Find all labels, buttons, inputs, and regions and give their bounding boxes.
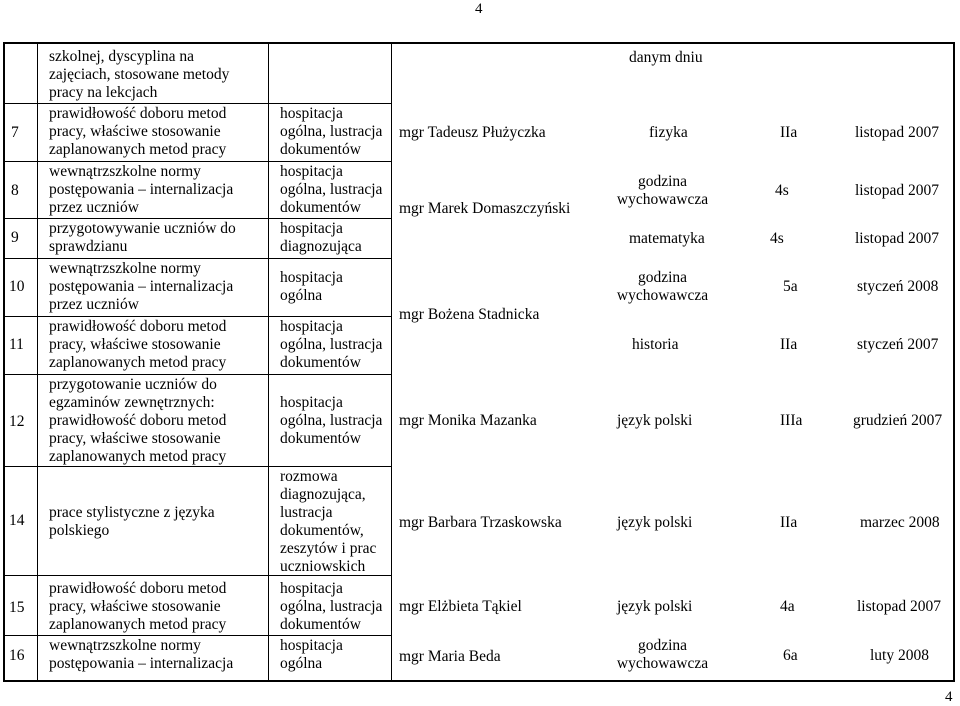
form-line: hospitacja <box>280 637 343 654</box>
row-divider <box>5 258 391 259</box>
class-cell: IIa <box>780 514 798 531</box>
form-line: lustracja <box>280 504 333 521</box>
date-cell: grudzień 2007 <box>853 412 943 429</box>
topic-line: zaplanowanych metod pracy <box>49 354 227 371</box>
teacher-cell: mgr Marek Domaszczyński <box>399 200 571 217</box>
form-line: hospitacja <box>280 318 343 335</box>
subject-cell: matematyka <box>629 230 705 247</box>
topic-line: prace stylistyczne z języka <box>49 504 215 521</box>
page-number-bottom: 4 <box>945 689 953 705</box>
subject-cell: historia <box>632 336 679 353</box>
form-line: ogólna, lustracja <box>280 181 383 198</box>
form-line: hospitacja <box>280 220 343 237</box>
class-cell: IIa <box>780 336 798 353</box>
col-divider-topic <box>268 44 269 680</box>
form-line: uczniowskich <box>280 558 366 575</box>
form-line: dokumentów, <box>280 522 364 539</box>
topic-line: postępowania – internalizacja <box>49 655 234 672</box>
topic-line: pracy, właściwe stosowanie <box>49 123 221 140</box>
subject-cell: język polski <box>617 598 693 615</box>
subject-cell: godzina wychowawcza <box>616 269 709 304</box>
topic-line: zaplanowanych metod pracy <box>49 616 227 633</box>
row-number: 8 <box>11 182 19 199</box>
topic-line: prawidłowość doboru metod <box>49 580 227 597</box>
inspection-schedule-table <box>3 42 955 682</box>
row-divider <box>5 635 391 636</box>
topic-line: postępowania – internalizacja <box>49 278 234 295</box>
row-divider <box>5 161 391 162</box>
topic-line: przez uczniów <box>49 296 139 313</box>
row-divider <box>5 374 391 375</box>
date-cell: styczeń 2007 <box>857 336 939 353</box>
form-line: dokumentów <box>280 199 361 216</box>
teacher-cell: mgr Barbara Trzaskowska <box>399 514 562 531</box>
topic-line: zajęciach, stosowane metody <box>49 66 230 83</box>
form-line: rozmowa <box>280 468 338 485</box>
date-cell: listopad 2007 <box>855 182 939 199</box>
form-line: dokumentów <box>280 616 361 633</box>
row-number: 15 <box>9 599 25 616</box>
form-line: ogólna <box>280 287 323 304</box>
row-number: 12 <box>9 413 25 430</box>
topic-line: pracy, właściwe stosowanie <box>49 598 221 615</box>
topic-line: prawidłowość doboru metod <box>49 105 227 122</box>
form-line: hospitacja <box>280 394 343 411</box>
form-line: ogólna, lustracja <box>280 336 383 353</box>
form-line: dokumentów <box>280 354 361 371</box>
form-line: hospitacja <box>280 105 343 122</box>
teacher-cell: mgr Bożena Stadnicka <box>399 306 540 323</box>
date-cell: styczeń 2008 <box>857 278 939 295</box>
date-cell: luty 2008 <box>870 647 929 664</box>
subject-cell: godzina wychowawcza <box>616 637 709 672</box>
form-line: ogólna, lustracja <box>280 412 383 429</box>
form-line: diagnozująca <box>280 238 362 255</box>
topic-line: szkolnej, dyscyplina na <box>49 48 195 65</box>
topic-line: przygotowywanie uczniów do <box>49 220 236 237</box>
row-number: 14 <box>9 512 25 529</box>
class-cell: IIIa <box>780 412 803 429</box>
form-line: diagnozująca, <box>280 486 366 503</box>
class-cell: 4s <box>770 230 784 247</box>
topic-line: pracy, właściwe stosowanie <box>49 430 221 447</box>
date-cell: marzec 2008 <box>860 514 940 531</box>
form-line: dokumentów <box>280 430 361 447</box>
date-cell: listopad 2007 <box>855 230 939 247</box>
page-number-top: 4 <box>475 1 483 17</box>
col-divider-form <box>391 44 392 680</box>
class-cell: 6a <box>783 647 798 664</box>
teacher-cell: mgr Monika Mazanka <box>399 412 537 429</box>
form-line: ogólna, lustracja <box>280 123 383 140</box>
row-number: 10 <box>9 278 25 295</box>
topic-line: polskiego <box>49 522 110 539</box>
subject-cell: fizyka <box>649 124 688 141</box>
row-number: 7 <box>11 124 19 141</box>
row-divider <box>5 316 391 317</box>
form-line: ogólna <box>280 655 323 672</box>
date-cell: listopad 2007 <box>857 598 941 615</box>
row-divider <box>5 103 391 104</box>
class-cell: 4s <box>775 182 789 199</box>
topic-line: prawidłowość doboru metod <box>49 318 227 335</box>
topic-line: przygotowanie uczniów do <box>49 376 217 393</box>
row-divider <box>5 466 391 467</box>
form-line: hospitacja <box>280 163 343 180</box>
class-cell: 5a <box>783 278 798 295</box>
topic-line: egzaminów zewnętrznych: <box>49 394 215 411</box>
form-line: hospitacja <box>280 580 343 597</box>
class-cell: 4a <box>780 598 795 615</box>
row-number: 9 <box>11 229 19 246</box>
class-cell: IIa <box>780 124 798 141</box>
teacher-cell: mgr Maria Beda <box>399 648 501 665</box>
row-number: 11 <box>9 336 24 353</box>
topic-line: pracy, właściwe stosowanie <box>49 336 221 353</box>
col-divider-num <box>37 44 38 680</box>
teacher-cell: mgr Tadeusz Płużyczka <box>399 124 546 141</box>
topic-line: przez uczniów <box>49 199 139 216</box>
form-line: ogólna, lustracja <box>280 598 383 615</box>
topic-line: postępowania – internalizacja <box>49 181 234 198</box>
subject-cell: godzina wychowawcza <box>616 173 709 208</box>
topic-line: zaplanowanych metod pracy <box>49 141 227 158</box>
topic-line: sprawdzianu <box>49 238 128 255</box>
subject-cell: język polski <box>617 412 693 429</box>
topic-line: zaplanowanych metod pracy <box>49 448 227 465</box>
form-line: hospitacja <box>280 269 343 286</box>
form-line: dokumentów <box>280 141 361 158</box>
teacher-cell: mgr Elżbieta Tąkiel <box>399 598 522 615</box>
topic-line: pracy na lekcjach <box>49 84 158 101</box>
topic-line: wewnątrzszkolne normy <box>49 163 201 180</box>
row-number: 16 <box>9 647 25 664</box>
subject-cell: danym dniu <box>629 49 703 66</box>
date-cell: listopad 2007 <box>855 124 939 141</box>
form-line: zeszytów i prac <box>280 540 377 557</box>
subject-cell: język polski <box>617 514 693 531</box>
topic-line: wewnątrzszkolne normy <box>49 637 201 654</box>
topic-line: wewnątrzszkolne normy <box>49 260 201 277</box>
topic-line: prawidłowość doboru metod <box>49 412 227 429</box>
row-divider <box>5 218 391 219</box>
